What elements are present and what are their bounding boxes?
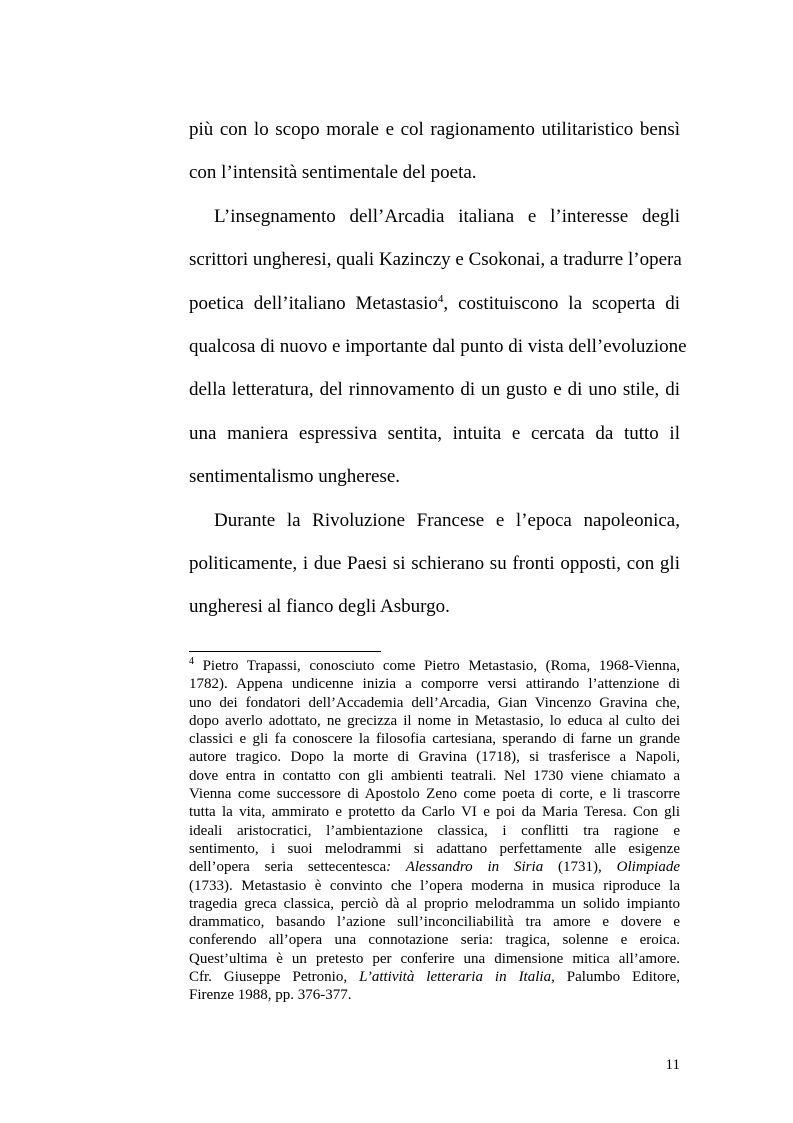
footnote-line — [189, 858, 680, 876]
text-fragment: , costituiscono la scoperta di — [443, 292, 681, 314]
footnote-line: tragedia greca classica, perciò dà al proprio melodramma un solido impianto — [189, 895, 680, 912]
work-title: Olimpiade — [616, 859, 680, 876]
text-fragment: (1731), — [543, 859, 617, 876]
footnote-line — [189, 657, 680, 675]
text-line: scrittori ungheresi, quali Kazinczy e Csokonai, a tradurre l’opera — [189, 249, 682, 271]
footnote-reference: 4 — [437, 292, 444, 305]
text-line: politicamente, i due Paesi si schierano su fronti opposti, con gli — [189, 553, 680, 575]
footnote-line: conferendo all’opera una connotazione seria: tragica, solenne e eroica. — [189, 932, 680, 949]
footnote-line: (1733). Metastasio è convinto che l’opera moderna in musica riproduce la — [189, 877, 680, 894]
work-title: : Alessandro in Siria — [386, 859, 544, 876]
footnote-line: 1782). Appena undicenne inizia a comporre versi attirando l’attenzione di — [189, 676, 680, 693]
footnote-line: sentimento, i suoi melodrammi si adattano perfettamente alle esigenze — [189, 840, 680, 857]
text-fragment: poetica dell’italiano Metastasio — [189, 292, 438, 314]
text-line: della letteratura, del rinnovamento di un gusto e di uno stile, di — [189, 379, 680, 401]
page-number: 11 — [665, 1057, 680, 1073]
text-line: qualcosa di nuovo e importante dal punto di vista dell’evoluzione — [189, 336, 687, 358]
footnote-line: uno dei fondatori dell’Accademia dell’Arcadia, Gian Vincenzo Gravina che, — [189, 694, 680, 711]
text-line: sentimentalismo ungherese. — [189, 466, 401, 488]
footnote-line: Firenze 1988, pp. 376-377. — [189, 987, 352, 1004]
footnote-line: drammatico, basando l’azione sull’inconciliabilità tra amore e dovere e — [189, 914, 680, 931]
footnote-line: Quest’ultima è un pretesto per conferire una dimensione mitica all’amore. — [189, 950, 680, 967]
footnote-separator — [189, 651, 381, 652]
text-fragment: Cfr. Giuseppe Petronio, — [189, 969, 360, 986]
text-line: con l’intensità sentimentale del poeta. — [189, 162, 477, 184]
text-line: ungheresi al fianco degli Asburgo. — [189, 596, 450, 618]
text-line — [189, 282, 680, 325]
footnote-line: ideali aristocratici, l’ambientazione classica, i conflitti tra ragione e — [189, 822, 680, 839]
text-line: L’insegnamento dell’Arcadia italiana e l’interesse degli — [214, 205, 680, 227]
footnote-line: tutta la vita, ammirato e protetto da Carlo VI e poi da Maria Teresa. Con gli — [189, 804, 680, 821]
text-fragment: Pietro Trapassi, conosciuto come Pietro Metastasio, (Roma, 1968-Vienna, — [194, 658, 680, 674]
footnote-line: classici e gli fa conoscere la filosofia cartesiana, sperando di farne un grande — [189, 731, 680, 748]
text-line: una maniera espressiva sentita, intuita e cercata da tutto il — [189, 422, 680, 444]
text-fragment: dell’opera seria settecentesca — [189, 859, 387, 876]
book-title: L’attività letteraria in Italia — [359, 969, 552, 986]
footnote-line: autore tragico. Dopo la morte di Gravina (1718), si trasferisce a Napoli, — [189, 749, 680, 766]
footnote-line: dove entra in contatto con gli ambienti teatrali. Nel 1730 viene chiamato a — [189, 767, 680, 784]
footnote-line — [189, 968, 680, 986]
text-line: Durante la Rivoluzione Francese e l’epoca napoleonica, — [214, 509, 680, 531]
main-text — [189, 108, 687, 629]
footnote-line: dopo averlo adottato, ne grecizza il nome in Metastasio, lo educa al culto dei — [189, 712, 680, 729]
footnote-marker: 4 — [189, 656, 194, 667]
footnote — [189, 657, 680, 1005]
footnote-line: Vienna come successore di Apostolo Zeno come poeta di corte, e li trascorre — [189, 786, 680, 803]
text-fragment: , Palumbo Editore, — [551, 969, 680, 986]
text-line: più con lo scopo morale e col ragionamento utilitaristico bensì — [189, 119, 680, 140]
